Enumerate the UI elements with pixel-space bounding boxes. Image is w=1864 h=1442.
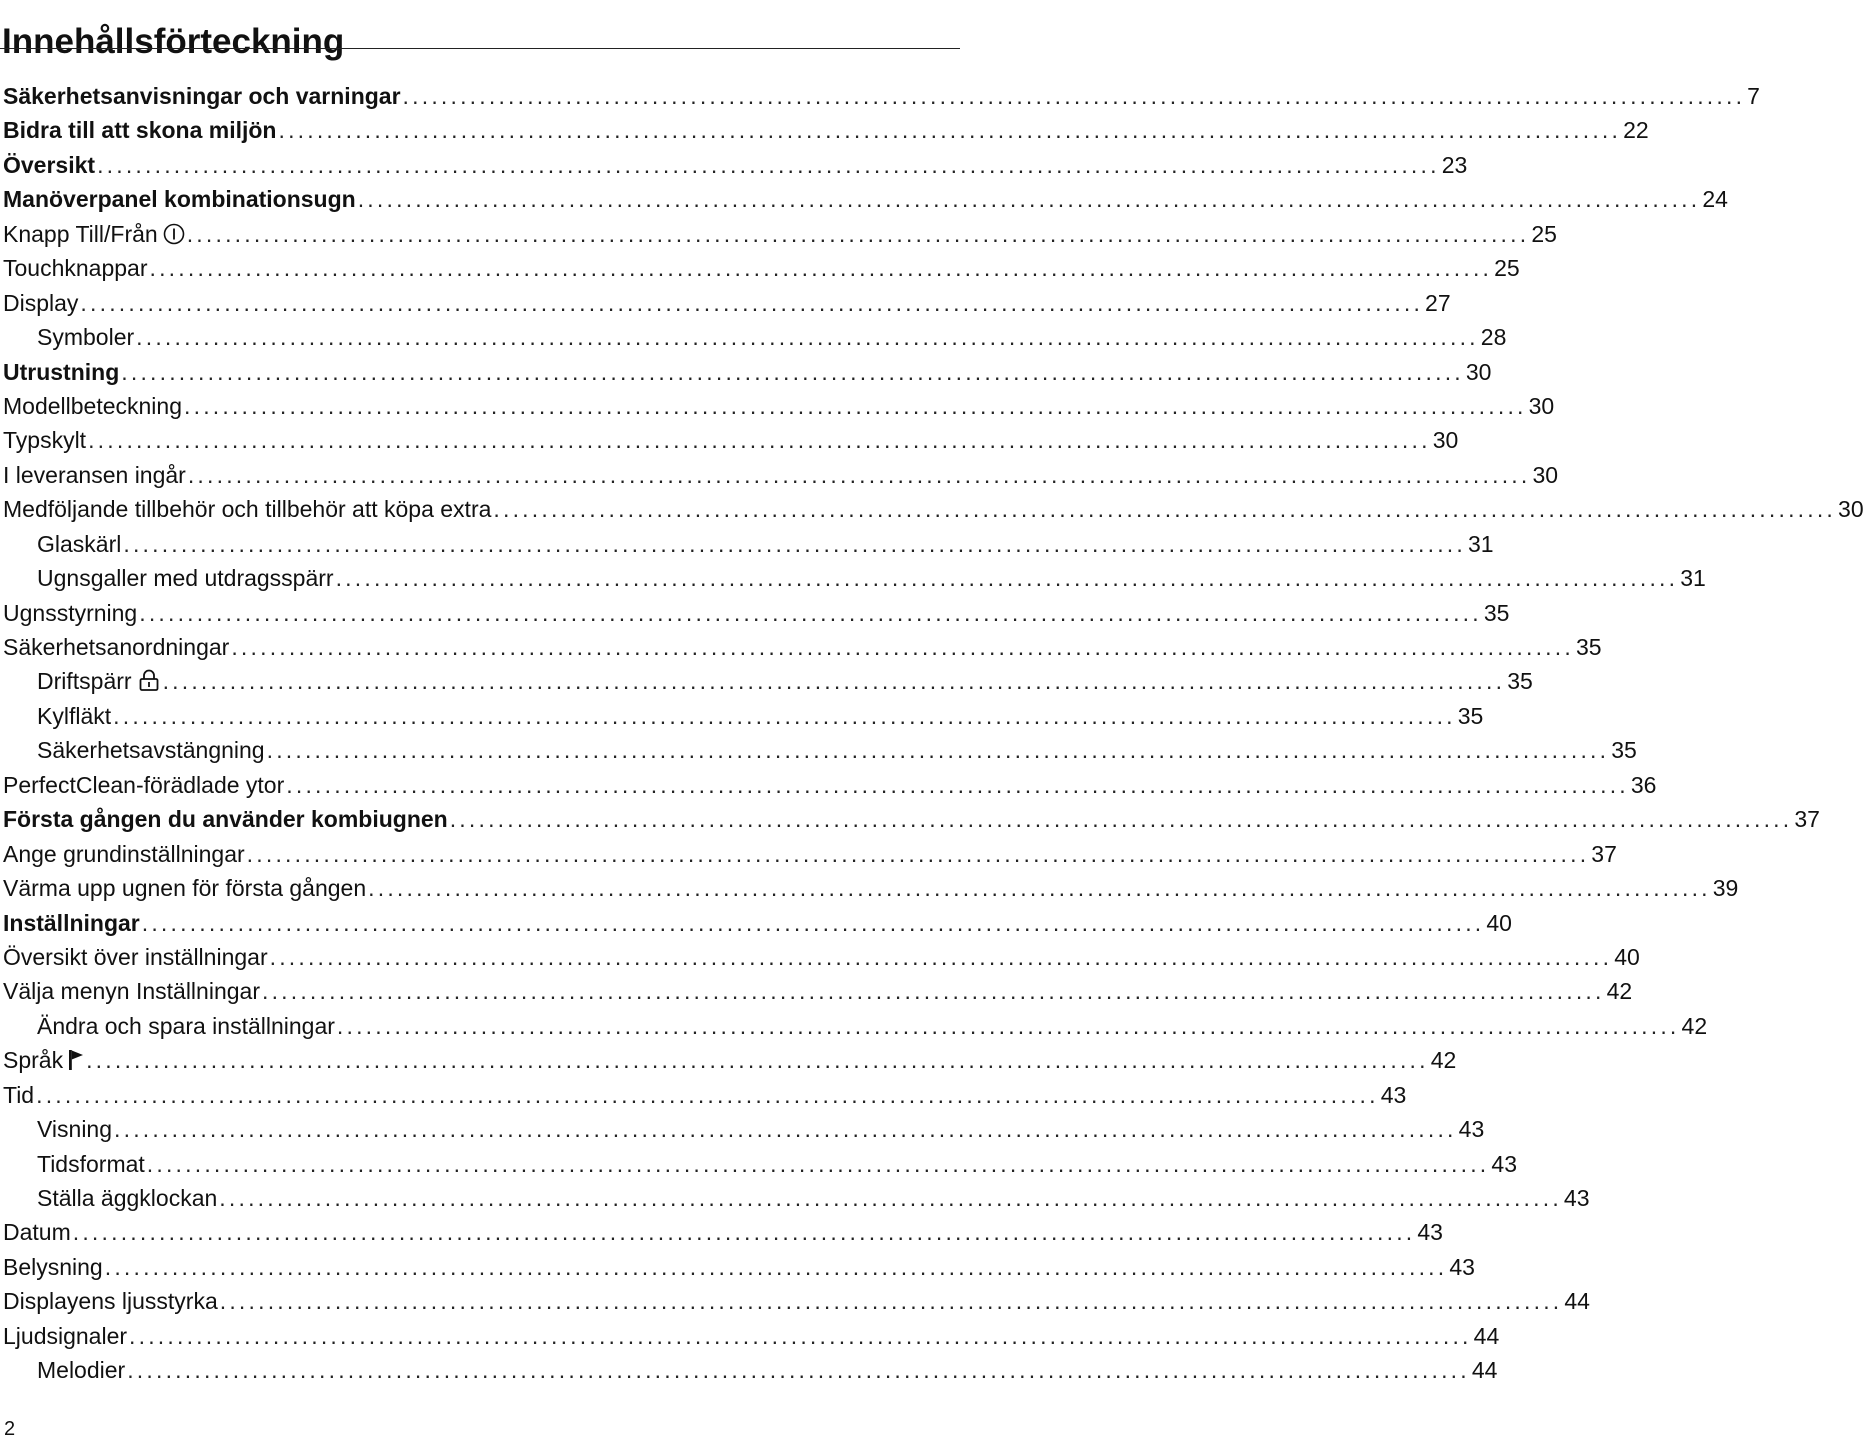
dot-leader: ............................................................................................................................................	[231, 634, 1574, 660]
toc-entry[interactable]	[0, 1181, 1590, 1215]
dot-leader: ............................................................................................................................................	[184, 392, 1527, 419]
toc-entry-page: 35	[1483, 599, 1510, 626]
toc-entry[interactable]	[0, 1250, 1475, 1284]
toc-entry-page: 25	[1494, 255, 1520, 282]
toc-entry[interactable]	[0, 1284, 1590, 1318]
dot-leader: ............................................................................................................................................	[186, 220, 1530, 247]
toc-entry-title: Datum	[3, 1219, 71, 1246]
toc-entry[interactable]	[0, 802, 1820, 836]
toc-entry-page: 24	[1702, 186, 1728, 213]
toc-entry[interactable]	[0, 630, 1602, 664]
toc-entry-title: Språk	[3, 1047, 64, 1074]
toc-entry-title: Ställa äggklockan	[37, 1185, 218, 1211]
toc-entry[interactable]	[0, 699, 1484, 733]
toc-entry-page: 44	[1564, 1288, 1590, 1315]
page-number: 2	[4, 1418, 16, 1440]
dot-leader: ............................................................................................................................................	[146, 1150, 1490, 1177]
toc-entry-title: Glaskärl	[37, 530, 122, 557]
power-icon	[158, 217, 185, 251]
toc-entry-title: Driftspärr	[37, 668, 132, 695]
toc-entry-title: Ljudsignaler	[3, 1322, 128, 1349]
toc-entry-title: Inställningar	[3, 909, 140, 936]
toc-entry-page: 35	[1457, 702, 1484, 729]
toc-entry-page: 27	[1425, 289, 1451, 316]
toc-entry[interactable]	[0, 148, 1468, 182]
table-of-contents	[0, 79, 1864, 1388]
toc-entry-page: 39	[1712, 875, 1739, 902]
page-title: Innehållsförteckning	[2, 22, 345, 62]
dot-leader: ............................................................................................................................................	[36, 1081, 1379, 1108]
toc-entry-title: Tid	[3, 1081, 35, 1108]
dot-leader: ............................................................................................................................................	[80, 289, 1424, 316]
dot-leader: ............................................................................................................................................	[86, 1047, 1429, 1074]
toc-entry[interactable]	[0, 251, 1520, 285]
lock-icon	[132, 664, 161, 698]
toc-entry[interactable]	[0, 837, 1617, 871]
toc-entry[interactable]	[0, 664, 1533, 698]
toc-entry[interactable]	[0, 768, 1657, 802]
toc-entry[interactable]	[0, 906, 1512, 940]
toc-entry-title: Värma upp ugnen för första gången	[3, 875, 367, 902]
toc-entry-page: 40	[1486, 909, 1512, 936]
toc-entry-title: I leveransen ingår	[3, 461, 186, 488]
toc-entry-page: 43	[1491, 1150, 1517, 1177]
toc-entry-title: Belysning	[3, 1253, 103, 1280]
toc-entry-title: Medföljande tillbehör och tillbehör att köpa extra	[3, 496, 492, 523]
toc-entry[interactable]	[0, 596, 1510, 630]
toc-entry-page: 43	[1449, 1253, 1475, 1280]
dot-leader: ............................................................................................................................................	[114, 1116, 1457, 1143]
toc-entry-page: 36	[1630, 771, 1657, 798]
dot-leader: ............................................................................................................................................	[278, 117, 1622, 144]
toc-entry-title: Displayens ljusstyrka	[3, 1288, 218, 1315]
dot-leader: ............................................................................................................................................	[97, 151, 1440, 178]
toc-entry-title: Första gången du använder kombiugnen	[3, 806, 448, 833]
dot-leader: ............................................................................................................................................	[162, 668, 1506, 695]
dot-leader: ............................................................................................................................................	[113, 702, 1456, 729]
dot-leader: ............................................................................................................................................	[127, 1357, 1470, 1384]
toc-entry-page: 44	[1473, 1322, 1500, 1349]
toc-entry-page: 23	[1441, 151, 1468, 178]
toc-entry-page: 43	[1380, 1081, 1407, 1108]
toc-entry[interactable]	[0, 1215, 1443, 1249]
dot-leader: ............................................................................................................................................	[88, 427, 1431, 454]
toc-entry-page: 42	[1430, 1047, 1457, 1074]
toc-entry-page: 44	[1471, 1357, 1498, 1384]
toc-entry[interactable]	[0, 1112, 1485, 1146]
dot-leader: ............................................................................................................................................	[104, 1253, 1448, 1280]
dot-leader: ............................................................................................................................................	[139, 599, 1482, 626]
toc-entry-page: 30	[1432, 427, 1459, 454]
toc-entry-page: 35	[1611, 737, 1637, 764]
toc-entry-title: Säkerhetsanordningar	[3, 634, 230, 660]
toc-entry-page: 37	[1794, 806, 1820, 833]
dot-leader: ............................................................................................................................................	[187, 461, 1531, 488]
toc-entry-title: Ugnsstyrning	[3, 599, 138, 626]
toc-entry-page: 25	[1531, 220, 1557, 247]
toc-entry[interactable]	[0, 940, 1640, 974]
toc-entry[interactable]	[0, 389, 1555, 423]
toc-entry-page: 43	[1458, 1116, 1485, 1143]
toc-entry-title: Ändra och spara inställningar	[37, 1012, 335, 1039]
toc-entry[interactable]	[0, 1009, 1708, 1043]
dot-leader: ............................................................................................................................................	[123, 530, 1466, 557]
toc-entry[interactable]	[0, 423, 1459, 457]
dot-leader: ............................................................................................................................................	[219, 1185, 1562, 1211]
toc-entry-page: 30	[1465, 358, 1492, 385]
toc-entry-title: Översikt	[3, 151, 96, 178]
toc-entry-title: Tidsformat	[37, 1150, 145, 1177]
dot-leader: ............................................................................................................................................	[335, 565, 1679, 592]
dot-leader: ............................................................................................................................................	[402, 83, 1746, 109]
dot-leader: ............................................................................................................................................	[129, 1322, 1472, 1349]
dot-leader: ............................................................................................................................................	[493, 496, 1837, 523]
toc-entry-page: 40	[1614, 943, 1640, 970]
flag-icon	[63, 1043, 84, 1077]
toc-entry[interactable]	[0, 320, 1507, 354]
toc-entry-title: Melodier	[37, 1357, 126, 1384]
toc-entry-page: 22	[1623, 117, 1649, 144]
toc-entry-title: Ugnsgaller med utdragsspärr	[37, 565, 334, 592]
toc-entry-title: Översikt över inställningar	[3, 943, 268, 970]
toc-entry-page: 43	[1417, 1219, 1443, 1246]
toc-entry-title: Knapp Till/Från	[3, 220, 158, 247]
dot-leader: ............................................................................................................................................	[336, 1012, 1680, 1039]
toc-entry[interactable]	[0, 217, 1557, 251]
toc-entry-title: Bidra till att skona miljön	[3, 117, 277, 144]
toc-entry-title: Utrustning	[3, 358, 120, 385]
dot-leader: ............................................................................................................................................	[261, 978, 1605, 1005]
toc-entry[interactable]	[0, 1319, 1500, 1353]
toc-entry[interactable]	[0, 286, 1451, 320]
toc-entry-page: 31	[1467, 530, 1494, 557]
toc-entry-page: 43	[1563, 1185, 1590, 1211]
toc-entry-title: Visning	[37, 1116, 113, 1143]
toc-entry-page: 35	[1507, 668, 1533, 695]
toc-entry[interactable]	[0, 355, 1492, 389]
toc-entry[interactable]	[0, 1078, 1407, 1112]
toc-entry-title: Modellbeteckning	[3, 392, 183, 419]
toc-entry[interactable]	[0, 871, 1739, 905]
dot-leader: ............................................................................................................................................	[72, 1219, 1416, 1246]
toc-entry[interactable]	[0, 1353, 1498, 1387]
dot-leader: ............................................................................................................................................	[368, 875, 1711, 902]
toc-entry[interactable]	[0, 113, 1649, 147]
dot-leader: ............................................................................................................................................	[136, 324, 1479, 351]
toc-entry-title: Symboler	[37, 324, 135, 351]
toc-entry-title: Ange grundinställningar	[3, 840, 245, 867]
toc-entry[interactable]	[0, 561, 1706, 595]
toc-entry[interactable]	[0, 974, 1633, 1008]
dot-leader: ............................................................................................................................................	[121, 358, 1464, 385]
toc-entry[interactable]	[0, 492, 1864, 526]
toc-entry[interactable]	[0, 1147, 1517, 1181]
toc-entry-page: 30	[1838, 496, 1864, 523]
toc-entry-title: PerfectClean-förädlade ytor	[3, 771, 285, 798]
title-divider	[0, 48, 960, 49]
toc-entry-title: Säkerhetsanvisningar och varningar	[3, 83, 401, 109]
toc-entry-title: Kylfläkt	[37, 702, 112, 729]
dot-leader: ............................................................................................................................................	[286, 771, 1629, 798]
toc-entry-page: 31	[1680, 565, 1706, 592]
toc-entry-title: Display	[3, 289, 79, 316]
toc-entry-page: 7	[1747, 83, 1760, 109]
dot-leader: ............................................................................................................................................	[266, 737, 1610, 764]
dot-leader: ............................................................................................................................................	[141, 909, 1485, 936]
toc-entry-title: Säkerhetsavstängning	[37, 737, 265, 764]
toc-entry[interactable]	[0, 1043, 1457, 1077]
dot-leader: ............................................................................................................................................	[149, 255, 1493, 282]
toc-entry[interactable]	[0, 79, 1760, 113]
toc-entry-page: 42	[1681, 1012, 1708, 1039]
toc-entry-page: 30	[1528, 392, 1555, 419]
toc-entry-page: 30	[1532, 461, 1559, 488]
toc-entry-page: 28	[1480, 324, 1507, 351]
toc-entry-page: 37	[1591, 840, 1617, 867]
toc-entry[interactable]	[0, 458, 1559, 492]
toc-entry[interactable]	[0, 182, 1728, 216]
dot-leader: ............................................................................................................................................	[357, 186, 1701, 213]
toc-entry[interactable]	[0, 527, 1494, 561]
toc-entry[interactable]	[0, 733, 1637, 767]
dot-leader: ............................................................................................................................................	[269, 943, 1613, 970]
toc-entry-page: 42	[1606, 978, 1633, 1005]
dot-leader: ............................................................................................................................................	[449, 806, 1793, 833]
toc-entry-title: Typskylt	[3, 427, 87, 454]
dot-leader: ............................................................................................................................................	[219, 1288, 1563, 1315]
toc-entry-page: 35	[1575, 634, 1602, 660]
toc-entry-title: Touchknappar	[3, 255, 148, 282]
dot-leader: ............................................................................................................................................	[246, 840, 1590, 867]
toc-entry-title: Manöverpanel kombinationsugn	[3, 186, 356, 213]
toc-entry-title: Välja menyn Inställningar	[3, 978, 260, 1005]
